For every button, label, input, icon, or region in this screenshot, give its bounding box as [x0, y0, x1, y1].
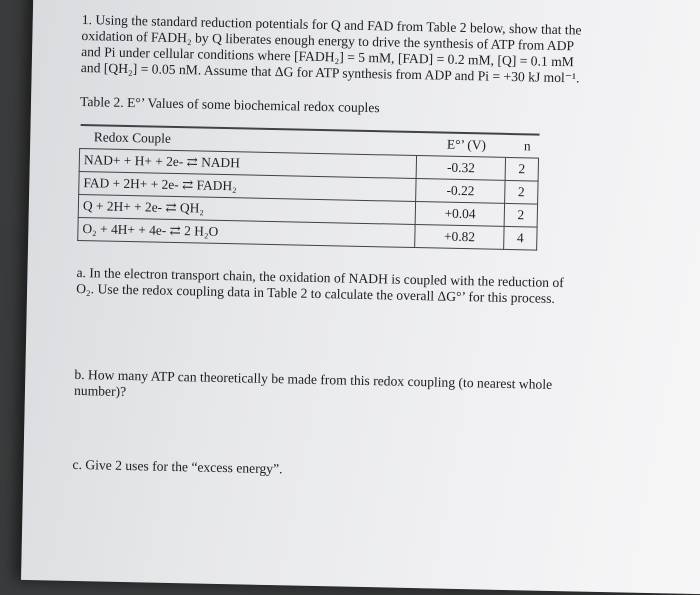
header-couple: Redox Couple	[80, 125, 418, 156]
cell-n: 4	[504, 226, 537, 250]
part-c-text: c. Give 2 uses for the “excess energy”.	[72, 456, 283, 477]
cell-couple: FAD + 2H+ + 2e- ⇄ FADH₂	[79, 171, 417, 201]
cell-e: -0.32	[416, 156, 505, 181]
table-title: Table 2. E°’ Values of some biochemical redox couples	[79, 93, 380, 116]
cell-n: 2	[504, 203, 537, 227]
question-1-text: 1. Using the standard reduction potentials for Q and FAD from Table 2 below, show that the oxidation of FADH₂ by Q liberates enough energy to drive the synthesis of ATP from ADP and Pi under cellular conditions where [FADH₂] = 5 mM, [FAD] = 0.2 mM, [Q] = 0.1 mM and [QH₂] = 0.05 nM. Assume that ΔG for ATP synthesis from ADP and Pi = +30 kJ mol⁻¹.	[80, 12, 582, 86]
cell-couple: O₂ + 4H+ + 4e- ⇄ 2 H₂O	[78, 217, 416, 247]
question-1	[81, 12, 582, 86]
redox-table	[77, 124, 539, 251]
cell-couple: Q + 2H+ + 2e- ⇄ QH₂	[78, 194, 416, 224]
header-e: E°’ (V)	[417, 132, 506, 157]
cell-e: +0.82	[415, 225, 504, 250]
part-b-text: b. How many ATP can theoretically be made from this redox coupling (to nearest whole number)?	[73, 366, 553, 400]
header-n: n	[506, 134, 539, 158]
cell-e: -0.22	[416, 179, 505, 204]
cell-couple: NAD+ + H+ + 2e- ⇄ NADH	[79, 148, 417, 178]
worksheet-content	[72, 12, 582, 483]
cell-e: +0.04	[415, 202, 504, 227]
cell-n: 2	[505, 157, 538, 181]
cell-n: 2	[505, 180, 538, 204]
part-a-text: a. In the electron transport chain, the oxidation of NADH is coupled with the reduction of O₂. Use the redox coupling data in Table 2 to calculate the overall ΔG°’ for this process.	[76, 264, 564, 306]
